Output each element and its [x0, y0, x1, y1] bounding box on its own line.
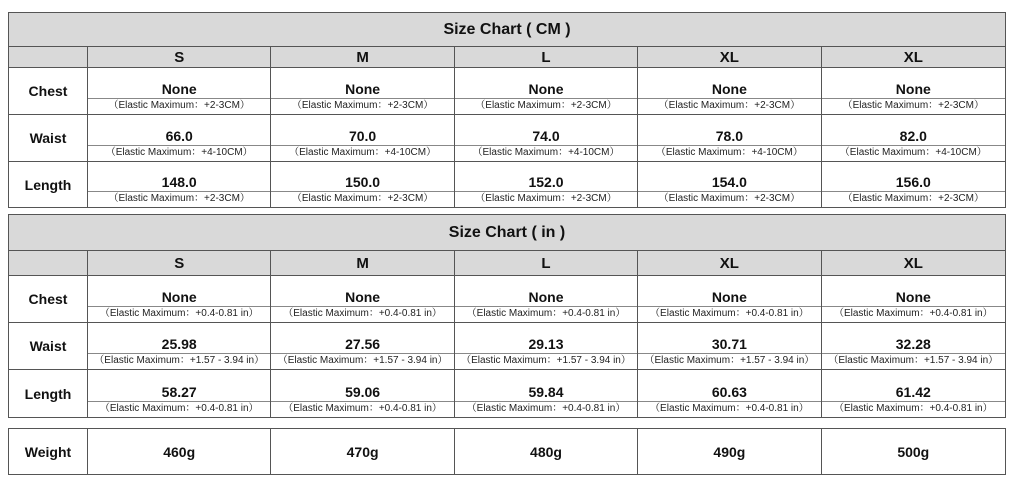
- size-header-xl-2: XL: [822, 251, 1005, 276]
- cell-note: （Elastic Maximum：+2-3CM）: [455, 98, 637, 114]
- row-label-length: Length: [9, 370, 88, 417]
- cell-value: None: [711, 289, 747, 305]
- weight-value: 460g: [88, 429, 271, 474]
- cell-value: 29.13: [528, 336, 564, 352]
- table-cell: [638, 370, 821, 417]
- cell-value: None: [528, 81, 564, 97]
- cell-value: 59.84: [528, 384, 564, 400]
- cell-value: None: [161, 289, 197, 305]
- table-cell: [271, 323, 454, 370]
- size-header-s: S: [88, 47, 271, 68]
- cell-value: 78.0: [715, 128, 744, 144]
- table-cell: [88, 115, 271, 162]
- cell-note: （Elastic Maximum：+2-3CM）: [88, 98, 270, 114]
- corner-cell: [9, 251, 88, 276]
- cell-value: 61.42: [895, 384, 931, 400]
- table-cell: [455, 276, 638, 323]
- cell-note: （Elastic Maximum：+0.4-0.81 in）: [638, 401, 820, 417]
- row-label-weight: Weight: [9, 429, 88, 474]
- table-cell: [88, 276, 271, 323]
- cell-note: （Elastic Maximum：+4-10CM）: [455, 145, 637, 161]
- cell-note: （Elastic Maximum：+4-10CM）: [638, 145, 820, 161]
- cell-note: （Elastic Maximum：+1.57 - 3.94 in）: [455, 353, 637, 369]
- cell-value: None: [161, 81, 197, 97]
- weight-table: [8, 428, 1006, 475]
- table-cell: [822, 370, 1005, 417]
- weight-value: 470g: [271, 429, 454, 474]
- cell-note: （Elastic Maximum：+2-3CM）: [822, 191, 1005, 207]
- table-cell: [88, 162, 271, 207]
- row-label-waist: Waist: [9, 323, 88, 370]
- cell-value: 27.56: [345, 336, 381, 352]
- cell-value: 156.0: [895, 174, 931, 190]
- table-cell: [88, 370, 271, 417]
- table-cell: [638, 115, 821, 162]
- table-cell: [455, 68, 638, 115]
- table-cell: [822, 162, 1005, 207]
- weight-value: 500g: [897, 443, 930, 460]
- cell-note: （Elastic Maximum：+1.57 - 3.94 in）: [271, 353, 453, 369]
- cell-note: （Elastic Maximum：+2-3CM）: [271, 191, 453, 207]
- cell-value: 152.0: [528, 174, 564, 190]
- table-cell: [638, 323, 821, 370]
- cell-value: 70.0: [348, 128, 377, 144]
- weight-value: 480g: [455, 429, 638, 474]
- cell-note: （Elastic Maximum：+0.4-0.81 in）: [455, 306, 637, 322]
- size-chart-cm: [8, 12, 1006, 208]
- table-cell: [638, 68, 821, 115]
- table-cell: [271, 68, 454, 115]
- cell-note: （Elastic Maximum：+2-3CM）: [822, 98, 1005, 114]
- cell-value: 74.0: [532, 128, 560, 144]
- table-cell: [455, 162, 638, 207]
- cell-note: （Elastic Maximum：+1.57 - 3.94 in）: [88, 353, 270, 369]
- table-cell: [271, 115, 454, 162]
- size-header-xl: XL: [638, 251, 821, 276]
- cell-value: 148.0: [161, 174, 197, 190]
- table-cell: [455, 370, 638, 417]
- table-cell: [822, 276, 1005, 323]
- cell-value: None: [528, 289, 564, 305]
- cell-value: None: [345, 81, 381, 97]
- size-chart-inch: [8, 214, 1006, 418]
- cell-value: 25.98: [161, 336, 197, 352]
- size-header-xl-2: XL: [822, 47, 1005, 68]
- cell-value: None: [895, 289, 931, 305]
- cell-value: 150.0: [345, 174, 381, 190]
- table-cell: [822, 323, 1005, 370]
- cell-value: 60.63: [711, 384, 747, 400]
- cell-note: （Elastic Maximum：+0.4-0.81 in）: [638, 306, 820, 322]
- cell-value: 66.0: [165, 128, 193, 144]
- cell-note: （Elastic Maximum：+2-3CM）: [638, 98, 820, 114]
- cell-note: （Elastic Maximum：+0.4-0.81 in）: [88, 306, 270, 322]
- cell-note: （Elastic Maximum：+4-10CM）: [88, 145, 270, 161]
- table-cell: [271, 370, 454, 417]
- cell-note: （Elastic Maximum：+0.4-0.81 in）: [271, 306, 453, 322]
- cell-note: （Elastic Maximum：+4-10CM）: [271, 145, 453, 161]
- cell-note: （Elastic Maximum：+0.4-0.81 in）: [455, 401, 637, 417]
- cell-value: 59.06: [345, 384, 381, 400]
- size-header-l: L: [455, 47, 638, 68]
- cell-value: 58.27: [161, 384, 197, 400]
- corner-cell: [9, 47, 88, 68]
- weight-value: 490g: [638, 429, 821, 474]
- row-label-chest: Chest: [9, 68, 88, 115]
- table-cell: [271, 162, 454, 207]
- size-header-m: M: [271, 251, 454, 276]
- table-cell: [822, 115, 1005, 162]
- table-cell: [455, 323, 638, 370]
- cell-note: （Elastic Maximum：+1.57 - 3.94 in）: [638, 353, 820, 369]
- row-label-chest: Chest: [9, 276, 88, 323]
- table-cell: [88, 323, 271, 370]
- cell-note: （Elastic Maximum：+0.4-0.81 in）: [88, 401, 270, 417]
- cell-value: 30.71: [711, 336, 747, 352]
- size-header-xl: XL: [638, 47, 821, 68]
- cell-value: None: [345, 289, 381, 305]
- cell-value: None: [895, 81, 931, 97]
- cell-value: 154.0: [711, 174, 747, 190]
- cell-note: （Elastic Maximum：+2-3CM）: [455, 191, 637, 207]
- cell-value: None: [711, 81, 747, 97]
- table-cell: [88, 68, 271, 115]
- cell-note: （Elastic Maximum：+0.4-0.81 in）: [822, 306, 1005, 322]
- cell-note: （Elastic Maximum：+2-3CM）: [638, 191, 820, 207]
- cell-note: （Elastic Maximum：+2-3CM）: [88, 191, 270, 207]
- table-cell: [271, 276, 454, 323]
- cell-value: 82.0: [899, 128, 927, 144]
- cell-note: （Elastic Maximum：+1.57 - 3.94 in）: [822, 353, 1005, 369]
- table-cell: [822, 68, 1005, 115]
- size-header-l: L: [455, 251, 638, 276]
- table-cell: [638, 162, 821, 207]
- row-label-waist: Waist: [9, 115, 88, 162]
- cell-note: （Elastic Maximum：+0.4-0.81 in）: [822, 401, 1005, 417]
- cell-note: （Elastic Maximum：+0.4-0.81 in）: [271, 401, 453, 417]
- cell-value: 32.28: [895, 336, 931, 352]
- table-cell: [638, 276, 821, 323]
- cell-note: （Elastic Maximum：+4-10CM）: [822, 145, 1005, 161]
- table-cell: [455, 115, 638, 162]
- row-label-length: Length: [9, 162, 88, 207]
- size-chart-cm-title: Size Chart ( CM ): [9, 13, 1005, 47]
- size-header-m: M: [271, 47, 454, 68]
- size-header-s: S: [88, 251, 271, 276]
- size-chart-inch-title: Size Chart ( in ): [9, 215, 1005, 251]
- cell-note: （Elastic Maximum：+2-3CM）: [271, 98, 453, 114]
